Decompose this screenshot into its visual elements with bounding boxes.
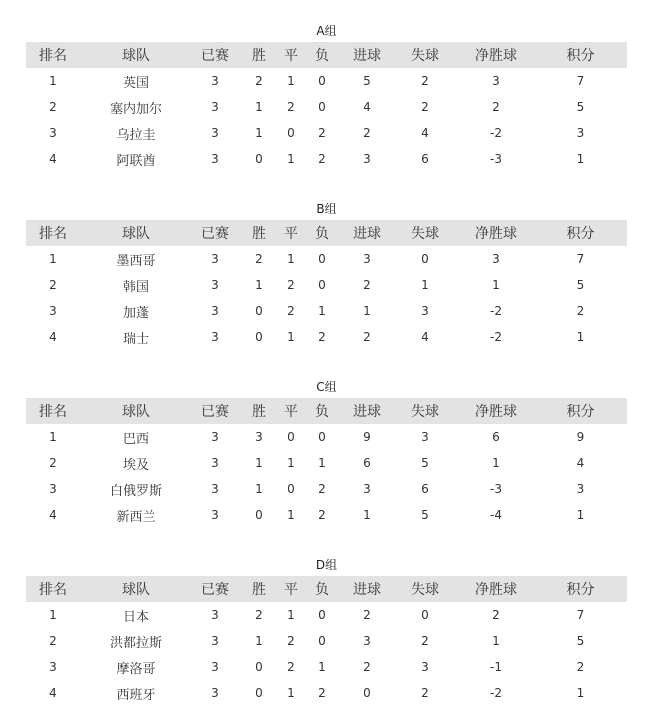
cell-won: 2 xyxy=(255,252,263,266)
cell-drawn: 1 xyxy=(287,330,295,344)
column-header-goal-difference: 净胜球 xyxy=(475,404,517,420)
cell-points: 2 xyxy=(576,660,585,674)
cell-goals-for: 9 xyxy=(363,430,371,444)
cell-points: 3 xyxy=(576,482,585,496)
cell-won: 2 xyxy=(255,74,263,88)
cell-goal-difference: 1 xyxy=(492,456,500,470)
column-header-team: 球队 xyxy=(122,226,150,242)
cell-lost: 0 xyxy=(318,430,326,444)
cell-points: 7 xyxy=(576,608,585,622)
cell-goals-against: 0 xyxy=(421,608,429,622)
cell-team: 白俄罗斯 xyxy=(109,483,162,499)
cell-lost: 1 xyxy=(318,456,326,470)
cell-goals-against: 6 xyxy=(421,482,429,496)
cell-rank: 3 xyxy=(49,482,57,496)
cell-goals-against: 2 xyxy=(421,634,429,648)
column-header-lost: 负 xyxy=(315,48,329,64)
cell-rank: 4 xyxy=(49,152,57,166)
cell-lost: 2 xyxy=(318,330,326,344)
cell-goals-for: 6 xyxy=(363,456,371,470)
column-header-goals-for: 进球 xyxy=(353,48,381,64)
column-header-drawn: 平 xyxy=(284,582,298,598)
cell-lost: 0 xyxy=(318,634,326,648)
table-row xyxy=(26,680,627,706)
cell-lost: 0 xyxy=(318,608,326,622)
table-row xyxy=(26,602,627,628)
cell-goal-difference: -1 xyxy=(490,660,502,674)
cell-goal-difference: -3 xyxy=(490,152,502,166)
column-header-goals-for: 进球 xyxy=(353,226,381,242)
cell-drawn: 1 xyxy=(287,252,295,266)
cell-goals-for: 2 xyxy=(363,278,371,292)
cell-won: 1 xyxy=(255,634,263,648)
cell-goals-for: 5 xyxy=(363,74,371,88)
cell-won: 2 xyxy=(255,608,263,622)
cell-goal-difference: 1 xyxy=(492,278,500,292)
cell-goals-for: 3 xyxy=(363,152,371,166)
cell-played: 3 xyxy=(211,74,219,88)
cell-goals-for: 2 xyxy=(363,330,371,344)
cell-rank: 1 xyxy=(49,74,57,88)
table-row xyxy=(26,272,627,298)
cell-lost: 2 xyxy=(318,686,326,700)
column-header-goals-for: 进球 xyxy=(353,582,381,598)
cell-goals-for: 4 xyxy=(363,100,371,114)
cell-lost: 2 xyxy=(318,508,326,522)
column-header-goals-for: 进球 xyxy=(353,404,381,420)
cell-team: 墨西哥 xyxy=(116,253,156,269)
table-row xyxy=(26,502,627,528)
cell-points: 5 xyxy=(576,634,585,648)
column-header-points: 积分 xyxy=(566,48,595,64)
cell-lost: 0 xyxy=(318,74,326,88)
cell-team: 日本 xyxy=(122,609,149,625)
cell-goals-for: 1 xyxy=(363,304,371,318)
table-row xyxy=(26,298,627,324)
cell-team: 塞内加尔 xyxy=(109,101,162,117)
cell-played: 3 xyxy=(211,634,219,648)
column-header-rank: 排名 xyxy=(39,48,67,64)
cell-played: 3 xyxy=(211,126,219,140)
cell-goals-against: 4 xyxy=(421,330,429,344)
cell-played: 3 xyxy=(211,686,219,700)
cell-drawn: 1 xyxy=(287,686,295,700)
cell-goals-against: 5 xyxy=(421,508,429,522)
cell-drawn: 2 xyxy=(287,634,295,648)
cell-goals-against: 0 xyxy=(421,252,429,266)
table-header-row xyxy=(26,576,627,602)
cell-rank: 2 xyxy=(49,634,57,648)
cell-lost: 0 xyxy=(318,252,326,266)
cell-goals-against: 3 xyxy=(421,430,429,444)
cell-goals-for: 3 xyxy=(363,482,371,496)
table-row xyxy=(26,146,627,172)
column-header-won: 胜 xyxy=(252,582,266,598)
column-header-played: 已赛 xyxy=(201,226,229,242)
cell-goals-for: 2 xyxy=(363,608,371,622)
cell-team: 埃及 xyxy=(122,457,149,473)
standings-table xyxy=(26,576,627,706)
cell-won: 1 xyxy=(255,100,263,114)
column-header-points: 积分 xyxy=(566,226,595,242)
cell-goal-difference: -4 xyxy=(490,508,502,522)
standings-table xyxy=(26,42,627,172)
cell-points: 9 xyxy=(576,430,585,444)
column-header-played: 已赛 xyxy=(201,404,229,420)
cell-goal-difference: 6 xyxy=(492,430,500,444)
cell-played: 3 xyxy=(211,660,219,674)
table-row xyxy=(26,68,627,94)
group-title: D组 xyxy=(315,558,338,572)
cell-drawn: 1 xyxy=(287,608,295,622)
column-header-goals-against: 失球 xyxy=(411,48,439,64)
cell-points: 4 xyxy=(576,456,585,470)
cell-won: 0 xyxy=(255,304,263,318)
table-row xyxy=(26,450,627,476)
cell-points: 3 xyxy=(576,126,585,140)
cell-goal-difference: 3 xyxy=(492,252,500,266)
column-header-team: 球队 xyxy=(122,404,150,420)
cell-played: 3 xyxy=(211,330,219,344)
cell-won: 0 xyxy=(255,660,263,674)
table-row xyxy=(26,324,627,350)
cell-goals-against: 3 xyxy=(421,304,429,318)
cell-points: 7 xyxy=(576,74,585,88)
cell-won: 1 xyxy=(255,456,263,470)
cell-goal-difference: 2 xyxy=(492,100,500,114)
cell-goal-difference: -2 xyxy=(490,330,502,344)
cell-goals-for: 3 xyxy=(363,634,371,648)
column-header-goal-difference: 净胜球 xyxy=(475,582,517,598)
cell-drawn: 2 xyxy=(287,304,295,318)
cell-team: 摩洛哥 xyxy=(116,661,156,677)
cell-goals-against: 1 xyxy=(421,278,429,292)
cell-rank: 3 xyxy=(49,660,57,674)
cell-team: 瑞士 xyxy=(122,331,149,347)
cell-team: 新西兰 xyxy=(116,509,156,525)
cell-team: 英国 xyxy=(122,75,149,91)
cell-played: 3 xyxy=(211,430,219,444)
column-header-lost: 负 xyxy=(315,582,329,598)
column-header-drawn: 平 xyxy=(284,404,298,420)
cell-played: 3 xyxy=(211,252,219,266)
cell-rank: 2 xyxy=(49,100,57,114)
cell-rank: 2 xyxy=(49,278,57,292)
group-section xyxy=(26,376,627,528)
cell-rank: 1 xyxy=(49,430,57,444)
standings-table xyxy=(26,398,627,528)
column-header-played: 已赛 xyxy=(201,582,229,598)
cell-lost: 2 xyxy=(318,126,326,140)
cell-drawn: 2 xyxy=(287,660,295,674)
cell-team: 韩国 xyxy=(122,279,149,295)
cell-goals-against: 6 xyxy=(421,152,429,166)
column-header-team: 球队 xyxy=(122,48,150,64)
group-section xyxy=(26,554,627,706)
cell-rank: 4 xyxy=(49,508,57,522)
cell-drawn: 1 xyxy=(287,152,295,166)
cell-played: 3 xyxy=(211,100,219,114)
cell-goals-against: 4 xyxy=(421,126,429,140)
table-row xyxy=(26,476,627,502)
cell-played: 3 xyxy=(211,152,219,166)
cell-goal-difference: 1 xyxy=(492,634,500,648)
cell-team: 加蓬 xyxy=(122,305,149,321)
table-row xyxy=(26,246,627,272)
cell-drawn: 2 xyxy=(287,100,295,114)
cell-rank: 1 xyxy=(49,252,57,266)
column-header-goals-against: 失球 xyxy=(411,582,439,598)
table-row xyxy=(26,120,627,146)
cell-won: 1 xyxy=(255,278,263,292)
column-header-played: 已赛 xyxy=(201,48,229,64)
cell-goals-against: 2 xyxy=(421,686,429,700)
column-header-points: 积分 xyxy=(566,582,595,598)
cell-drawn: 0 xyxy=(287,126,295,140)
cell-drawn: 1 xyxy=(287,508,295,522)
cell-team: 阿联酋 xyxy=(116,153,156,169)
cell-goal-difference: -2 xyxy=(490,686,502,700)
cell-won: 1 xyxy=(255,482,263,496)
cell-drawn: 0 xyxy=(287,430,295,444)
group-section xyxy=(26,198,627,350)
cell-goal-difference: 3 xyxy=(492,74,500,88)
cell-won: 0 xyxy=(255,152,263,166)
cell-lost: 0 xyxy=(318,278,326,292)
cell-points: 7 xyxy=(576,252,585,266)
column-header-goals-against: 失球 xyxy=(411,226,439,242)
cell-rank: 1 xyxy=(49,608,57,622)
column-header-rank: 排名 xyxy=(39,582,67,598)
cell-team: 乌拉圭 xyxy=(116,127,156,143)
cell-points: 1 xyxy=(576,508,585,522)
table-header-row xyxy=(26,42,627,68)
table-row xyxy=(26,628,627,654)
cell-rank: 4 xyxy=(49,330,57,344)
cell-rank: 4 xyxy=(49,686,57,700)
cell-team: 洪都拉斯 xyxy=(109,635,162,651)
column-header-lost: 负 xyxy=(315,404,329,420)
column-header-won: 胜 xyxy=(252,404,266,420)
cell-points: 5 xyxy=(576,278,585,292)
group-title: B组 xyxy=(316,202,337,216)
cell-points: 1 xyxy=(576,686,585,700)
cell-rank: 3 xyxy=(49,126,57,140)
column-header-goals-against: 失球 xyxy=(411,404,439,420)
cell-goal-difference: -3 xyxy=(490,482,502,496)
cell-points: 1 xyxy=(576,152,585,166)
cell-drawn: 1 xyxy=(287,456,295,470)
table-header-row xyxy=(26,220,627,246)
cell-rank: 2 xyxy=(49,456,57,470)
cell-team: 巴西 xyxy=(122,431,149,447)
cell-won: 3 xyxy=(255,430,263,444)
cell-won: 0 xyxy=(255,508,263,522)
table-header-row xyxy=(26,398,627,424)
cell-goals-for: 1 xyxy=(363,508,371,522)
cell-points: 2 xyxy=(576,304,585,318)
column-header-rank: 排名 xyxy=(39,404,67,420)
cell-won: 0 xyxy=(255,330,263,344)
cell-points: 5 xyxy=(576,100,585,114)
cell-goals-against: 3 xyxy=(421,660,429,674)
cell-goal-difference: 2 xyxy=(492,608,500,622)
column-header-drawn: 平 xyxy=(284,48,298,64)
cell-goals-for: 0 xyxy=(363,686,371,700)
cell-goals-for: 2 xyxy=(363,126,371,140)
cell-played: 3 xyxy=(211,456,219,470)
cell-goals-for: 2 xyxy=(363,660,371,674)
table-row xyxy=(26,94,627,120)
table-row xyxy=(26,654,627,680)
cell-goal-difference: -2 xyxy=(490,304,502,318)
cell-lost: 1 xyxy=(318,304,326,318)
group-title: A组 xyxy=(316,24,337,38)
cell-drawn: 0 xyxy=(287,482,295,496)
cell-drawn: 2 xyxy=(287,278,295,292)
cell-won: 0 xyxy=(255,686,263,700)
column-header-lost: 负 xyxy=(315,226,329,242)
column-header-points: 积分 xyxy=(566,404,595,420)
cell-lost: 0 xyxy=(318,100,326,114)
column-header-drawn: 平 xyxy=(284,226,298,242)
cell-drawn: 1 xyxy=(287,74,295,88)
cell-points: 1 xyxy=(576,330,585,344)
cell-rank: 3 xyxy=(49,304,57,318)
cell-goals-against: 5 xyxy=(421,456,429,470)
cell-goals-for: 3 xyxy=(363,252,371,266)
column-header-won: 胜 xyxy=(252,226,266,242)
cell-won: 1 xyxy=(255,126,263,140)
column-header-rank: 排名 xyxy=(39,226,67,242)
cell-played: 3 xyxy=(211,482,219,496)
column-header-team: 球队 xyxy=(122,582,150,598)
table-row xyxy=(26,424,627,450)
cell-lost: 2 xyxy=(318,482,326,496)
standings-table xyxy=(26,220,627,350)
cell-played: 3 xyxy=(211,508,219,522)
column-header-goal-difference: 净胜球 xyxy=(475,226,517,242)
cell-played: 3 xyxy=(211,278,219,292)
column-header-goal-difference: 净胜球 xyxy=(475,48,517,64)
group-title: C组 xyxy=(316,380,337,394)
cell-team: 西班牙 xyxy=(116,687,156,703)
cell-goals-against: 2 xyxy=(421,100,429,114)
cell-lost: 2 xyxy=(318,152,326,166)
cell-played: 3 xyxy=(211,608,219,622)
cell-goals-against: 2 xyxy=(421,74,429,88)
cell-lost: 1 xyxy=(318,660,326,674)
cell-played: 3 xyxy=(211,304,219,318)
column-header-won: 胜 xyxy=(252,48,266,64)
cell-goal-difference: -2 xyxy=(490,126,502,140)
group-section xyxy=(26,20,627,172)
